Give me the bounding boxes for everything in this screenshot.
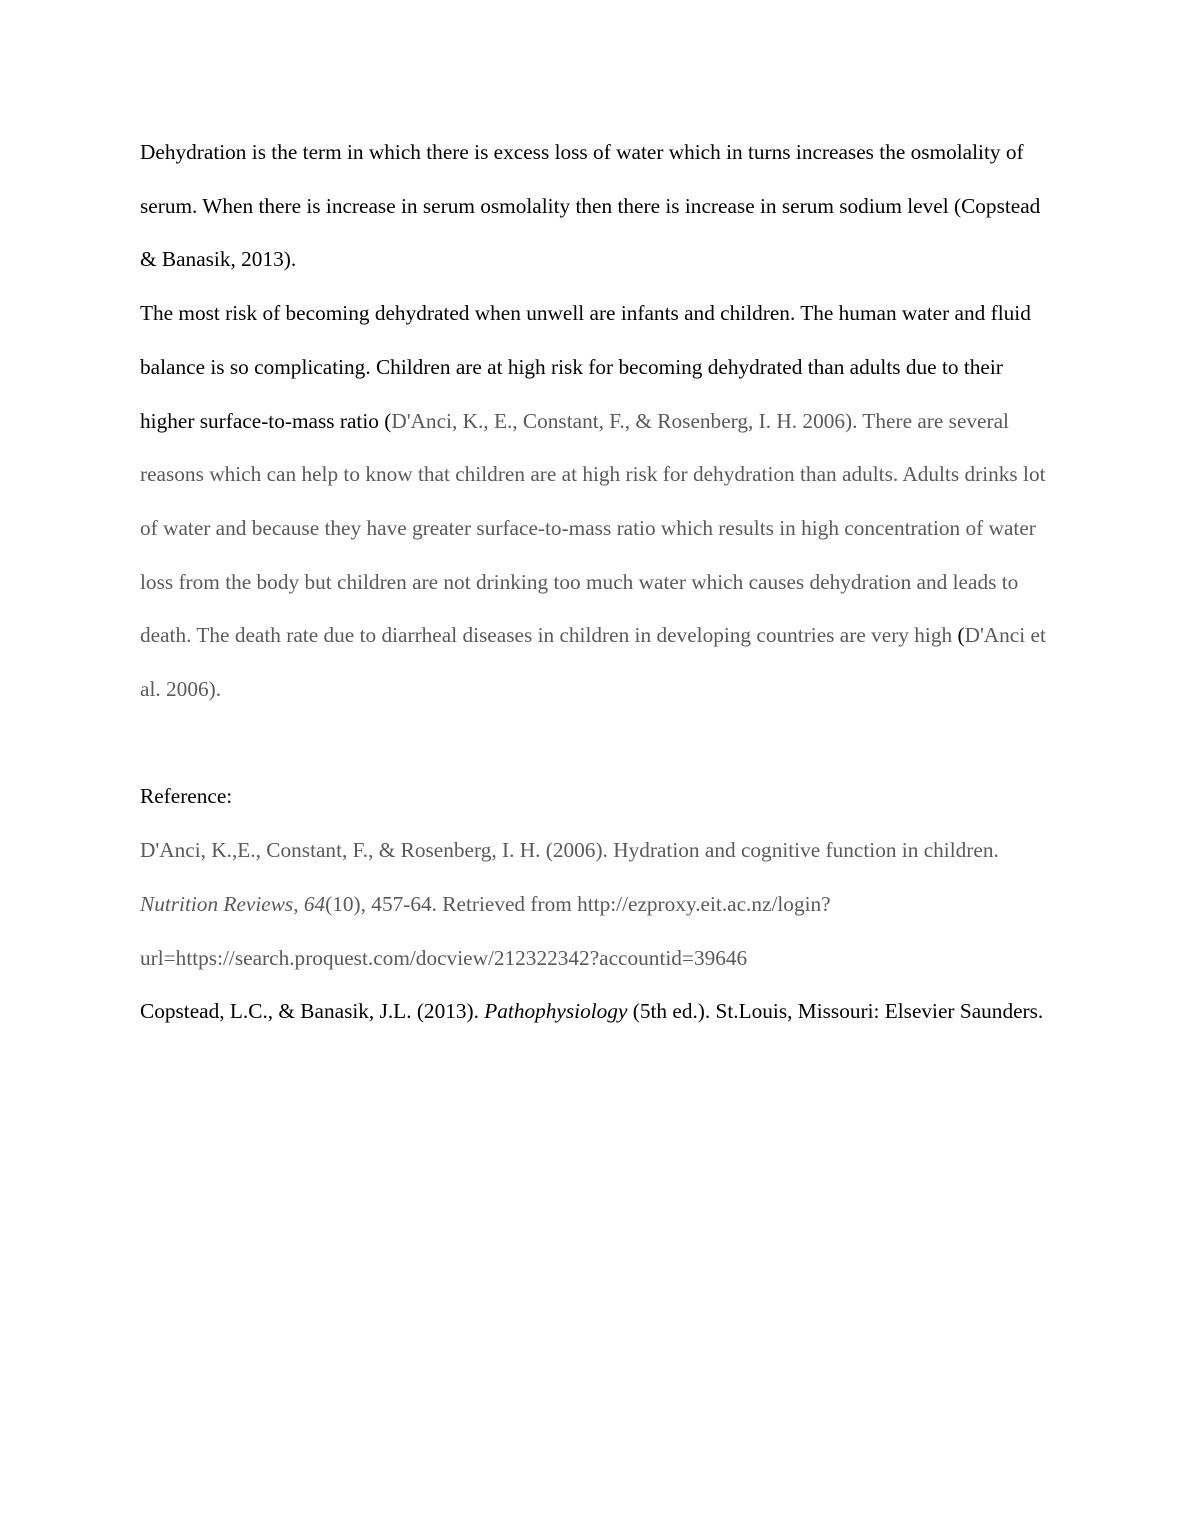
reference-danci-rest: (10), 457-64. Retrieved from http://ezproxy.eit.ac.nz/login?url=https://search.proquest.com/docview/212322342?accountid=39646	[140, 891, 831, 970]
reference-danci-journal: Nutrition Reviews	[140, 891, 294, 916]
paragraph-risk-children	[140, 287, 1060, 717]
reference-danci-authors: D'Anci, K.,E., Constant, F., & Rosenberg, I. H. (2006). Hydration and cognitive function in children.	[140, 838, 999, 863]
paragraph-risk-paren: (	[957, 623, 965, 648]
reference-danci-sep: ,	[293, 891, 304, 916]
reference-copstead	[140, 985, 1060, 1039]
paragraph-risk-citation-text: D'Anci, K., E., Constant, F., & Rosenberg, I. H. 2006). There are several reasons which can help to know that children are at high risk for dehydration than adults. Adults drinks lot of water and because they have greater surface-to-mass ratio which results in high concentration of water loss from the body but children are not drinking too much water which causes dehydration and leads to death. The death rate due to diarrheal diseases in children in developing countries are very high	[140, 408, 1046, 648]
paragraph-risk-end-citation: D'Anci et al. 2006).	[140, 623, 1046, 702]
references-heading: Reference:	[140, 784, 233, 809]
reference-danci	[140, 824, 1060, 985]
paragraph-risk-text: The most risk of becoming dehydrated when unwell are infants and children. The human water and fluid balance is so complicating. Children are at high risk for becoming dehydrated than adults due to their higher surface-to-mass ratio (	[140, 301, 1031, 433]
document-page	[140, 126, 1060, 1039]
paragraph-dehydration-definition: Dehydration is the term in which there is excess loss of water which in turns increases the osmolality of serum. When there is increase in serum osmolality then there is increase in serum sodium level (Copstead & Banasik, 2013).	[140, 140, 1041, 272]
reference-copstead-authors: Copstead, L.C., & Banasik, J.L. (2013).	[140, 999, 485, 1024]
reference-copstead-rest: (5th ed.). St.Louis, Missouri: Elsevier Saunders.	[627, 999, 1044, 1024]
blank-line	[140, 717, 1060, 771]
reference-danci-volume: 64	[303, 891, 326, 916]
reference-copstead-title: Pathophysiology	[484, 999, 628, 1024]
